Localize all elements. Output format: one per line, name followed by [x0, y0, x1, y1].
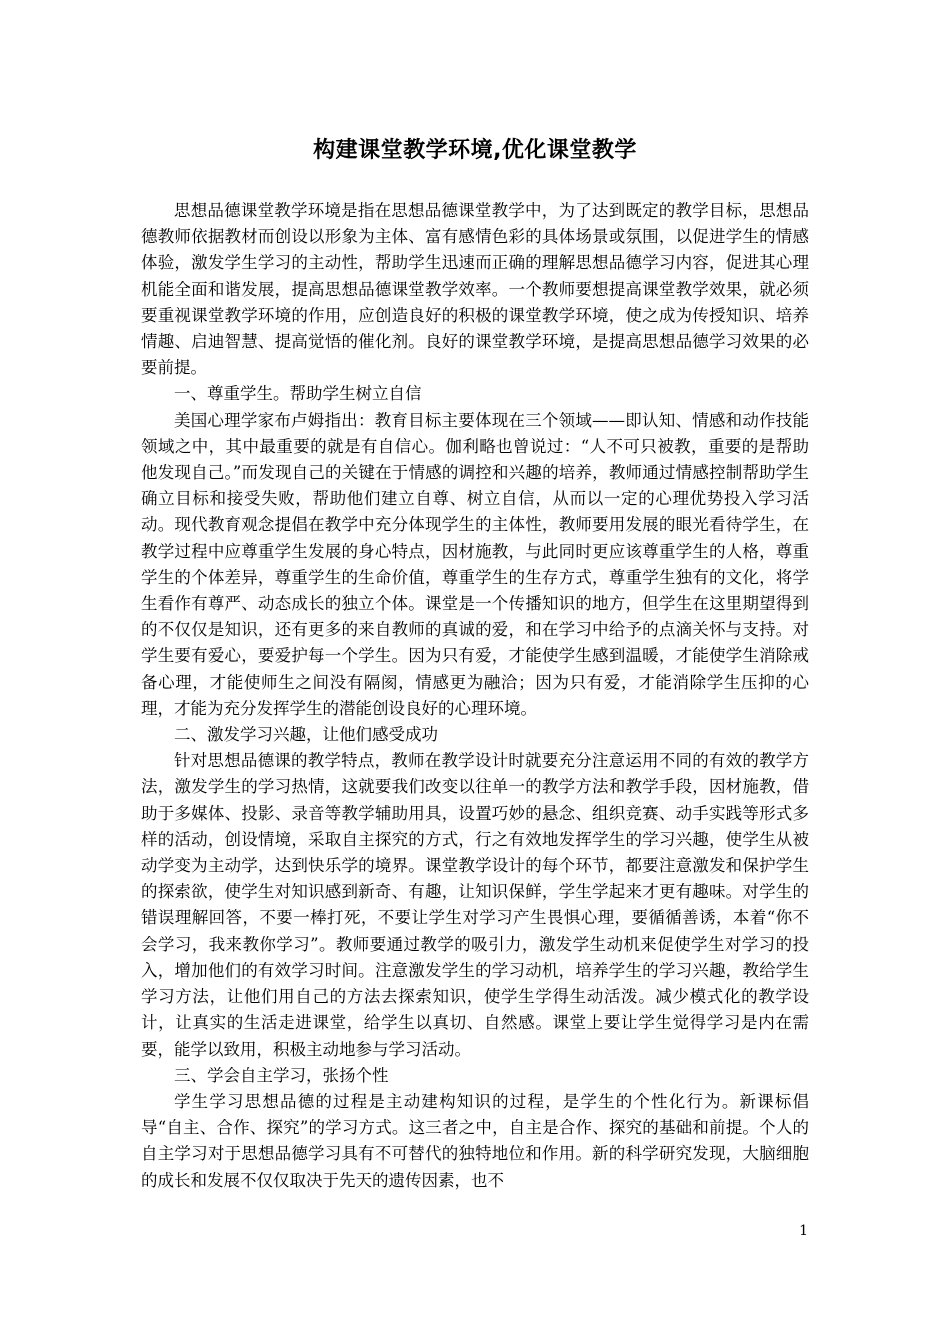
intro-paragraph: 思想品德课堂教学环境是指在思想品德课堂教学中，为了达到既定的教学目标，思想品德教师依据教材而创设以形象为主体、富有感情色彩的具体场景或氛围，以促进学生的情感体验，激发学生学习的主动性，帮助学生迅速而正确的理解思想品德学习内容，促进其心理机能全面和谐发展，提高思想品德课堂教学效率。一个教师要想提高课堂教学效果，就必须要重视课堂教学环境的作用，应创造良好的积极的课堂教学环境，使之成为传授知识、培养情趣、启迪智慧、提高觉悟的催化剂。良好的课堂教学环境，是提高思想品德学习效果的必要前提。 — [141, 201, 809, 378]
page-number: 1 — [799, 1223, 808, 1239]
document-title: 构建课堂教学环境,优化课堂教学 — [313, 138, 637, 163]
section-1-paragraph: 美国心理学家布卢姆指出：教育目标主要体现在三个领域——即认知、情感和动作技能领域之中，其中最重要的就是有自信心。伽利略也曾说过：“人不可只被教，重要的是帮助他发现自己。”而发现自己的关键在于情感的调控和兴趣的培养，教师通过情感控制帮助学生确立目标和接受失败，帮助他们建立自尊、树立自信，从而以一定的心理优势投入学习活动。现代教育观念提倡在教学中充分体现学生的主体性，教师要用发展的眼光看待学生，在教学过程中应尊重学生发展的身心特点，因材施教，与此同时更应该尊重学生的人格，尊重学生的个体差异，尊重学生的生命价值，尊重学生的生存方式，尊重学生独有的文化，将学生看作有尊严、动态成长的独立个体。课堂是一个传播知识的地方，但学生在这里期望得到的不仅仅是知识，还有更多的来自教师的真诚的爱，和在学习中给予的点滴关怀与支持。对学生要有爱心，要爱护每一个学生。因为只有爱，才能使学生感到温暖，才能使学生消除戒备心理，才能使师生之间没有隔阂，情感更为融洽；因为只有爱，才能消除学生压抑的心理，才能为充分发挥学生的潜能创设良好的心理环境。 — [141, 410, 809, 718]
section-heading-2: 二、激发学习兴趣，让他们感受成功 — [174, 725, 438, 745]
section-2-paragraph: 针对思想品德课的教学特点，教师在教学设计时就要充分注意运用不同的有效的教学方法，激发学生的学习热情，这就要我们改变以往单一的教学方法和教学手段，因材施教，借助于多媒体、投影、录音等教学辅助用具，设置巧妙的悬念、组织竞赛、动手实践等形式多样的活动，创设情境，采取自主探究的方式，行之有效地发挥学生的学习兴趣，使学生从被动学变为主动学，达到快乐学的境界。课堂教学设计的每个环节，都要注意激发和保护学生的探索欲，使学生对知识感到新奇、有趣，让知识保鲜，学生学起来才更有趣味。对学生的错误理解回答，不要一棒打死，不要让学生对学习产生畏惧心理，要循循善诱，本着“你不会学习，我来教你学习”。教师要通过教学的吸引力，激发学生动机来促使学生对学习的投入，增加他们的有效学习时间。注意激发学生的学习动机，培养学生的学习兴趣，教给学生学习方法，让他们用自己的方法去探索知识，使学生学得生动活泼。减少模式化的教学设计，让真实的生活走进课堂，给学生以真切、自然感。课堂上要让学生觉得学习是内在需要，能学以致用，积极主动地参与学习活动。 — [141, 751, 809, 1059]
section-3-paragraph: 学生学习思想品德的过程是主动建构知识的过程，是学生的个性化行为。新课标倡导“自主、合作、探究”的学习方式。这三者之中，自主是合作、探究的基础和前提。个人的自主学习对于思想品德学习具有不可替代的独特地位和作用。新的科学研究发现，大脑细胞的成长和发展不仅仅取决于先天的遗传因素，也不 — [141, 1091, 809, 1190]
section-heading-1: 一、尊重学生。帮助学生树立自信 — [174, 384, 422, 404]
section-heading-3: 三、学会自主学习，张扬个性 — [174, 1065, 389, 1085]
document-body — [141, 198, 809, 1194]
